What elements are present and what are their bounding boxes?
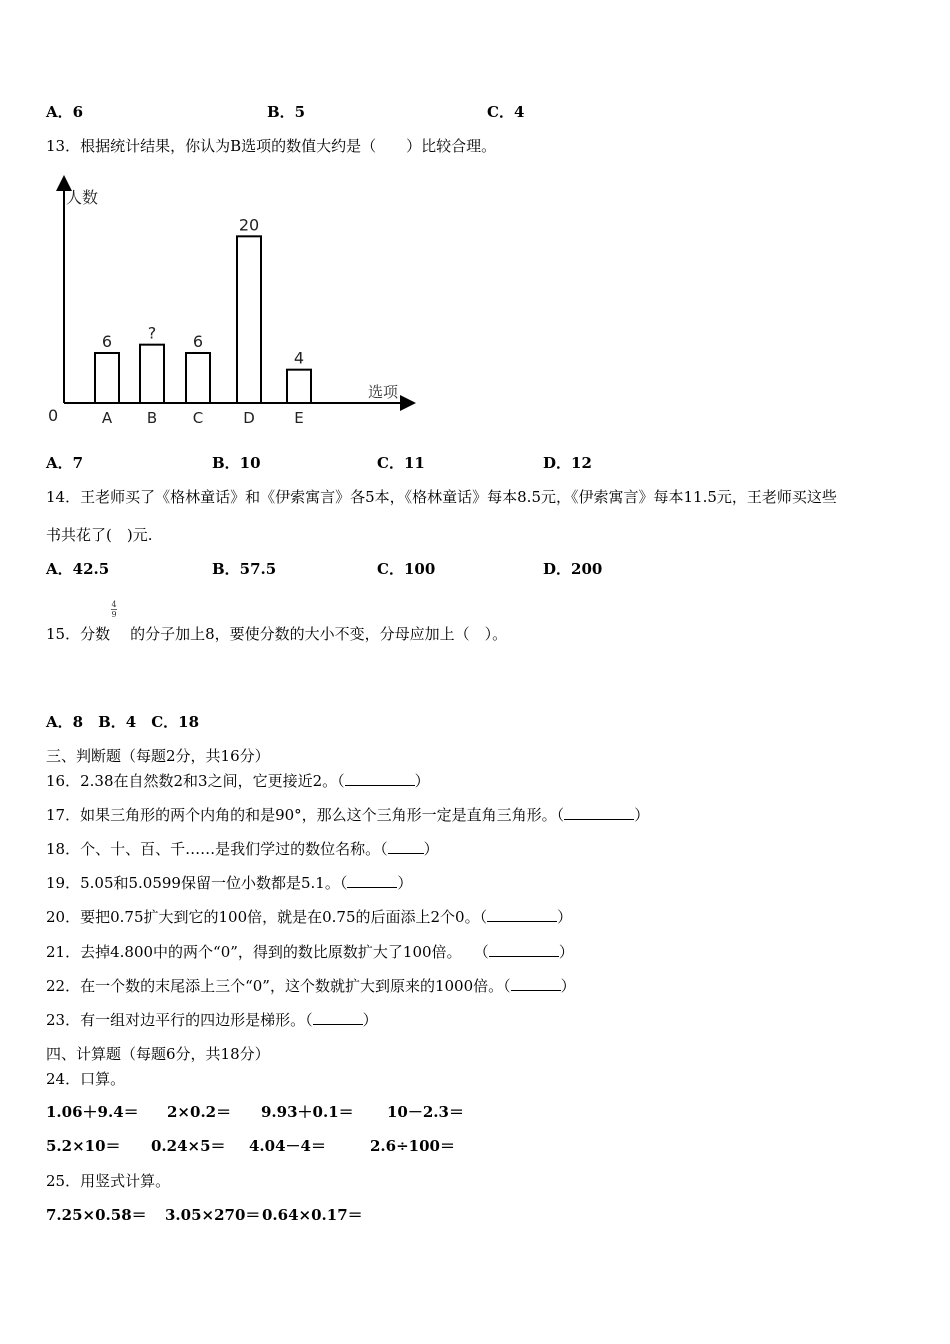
q21: 21．去掉4.800中的两个“0”，得到的数比原数扩大了100倍。 （ ） — [46, 943, 574, 961]
bar-a — [95, 353, 119, 403]
q13-stem: 13．根据统计结果，你认为B选项的数值大约是（ ）比较合理。 — [46, 137, 497, 155]
q13-option-c: C．11 — [377, 454, 425, 472]
calc-item: 10－2.3＝ — [387, 1103, 464, 1121]
category-label-a: A — [101, 409, 113, 427]
q20: 20．要把0.75扩大到它的100倍，就是在0.75的后面添上2个0。（ ） — [46, 908, 573, 926]
answer-blank[interactable] — [564, 805, 634, 820]
q14-option-b: B．57.5 — [212, 560, 277, 578]
q18: 18．个、十、百、千……是我们学过的数位名称。（ ） — [46, 840, 439, 858]
answer-blank[interactable] — [345, 771, 415, 786]
origin-label: 0 — [48, 406, 59, 425]
bar-chart — [40, 175, 420, 435]
calc-item: 9.93＋0.1＝ — [261, 1103, 354, 1121]
section4-title: 四、计算题（每题6分，共18分） — [46, 1045, 270, 1063]
q24-title: 24．口算。 — [46, 1070, 126, 1088]
category-label-e: E — [294, 409, 304, 427]
bar-d — [237, 236, 261, 403]
q13-option-d: D．12 — [543, 454, 592, 472]
q12-option-a: A．6 — [46, 103, 84, 121]
q14-stem-line1: 14．王老师买了《格林童话》和《伊索寓言》各5本，《格林童话》每本8.5元，《伊索寓言》每本11.5元，王老师买这些 — [46, 488, 837, 506]
bar-b — [140, 345, 164, 403]
category-label-b: B — [146, 409, 158, 427]
calc-item: 1.06＋9.4＝ — [46, 1103, 139, 1121]
calc-item: 5.2×10＝ — [46, 1137, 121, 1155]
bar-value-label-a: 6 — [101, 332, 113, 351]
x-axis-label: 选项 — [368, 383, 399, 401]
q14-option-c: C．100 — [377, 560, 436, 578]
bar-e — [287, 370, 311, 403]
q17: 17．如果三角形的两个内角的和是90°，那么这个三角形一定是直角三角形。（ ） — [46, 806, 650, 824]
q12-option-c: C．4 — [487, 103, 525, 121]
answer-blank[interactable] — [347, 873, 397, 888]
fraction-numerator: 4 — [111, 600, 117, 609]
y-axis-label: 人数 — [66, 188, 99, 207]
category-label-c: C — [192, 409, 204, 427]
q13-option-a: A．7 — [46, 454, 84, 472]
q14-option-a: A．42.5 — [46, 560, 110, 578]
calc-item: 2×0.2＝ — [167, 1103, 232, 1121]
q22: 22．在一个数的末尾添上三个“0”，这个数就扩大到原来的1000倍。（ ） — [46, 977, 576, 995]
vertical-calc-item: 7.25×0.58＝ — [46, 1206, 147, 1224]
bar-c — [186, 353, 210, 403]
calc-item: 2.6÷100＝ — [370, 1137, 455, 1155]
answer-blank[interactable] — [511, 976, 561, 991]
q13-option-b: B．10 — [212, 454, 261, 472]
q12-option-b: B．5 — [267, 103, 306, 121]
q14-option-d: D．200 — [543, 560, 603, 578]
q25-title: 25．用竖式计算。 — [46, 1172, 171, 1190]
section3-title: 三、判断题（每题2分，共16分） — [46, 747, 270, 765]
q16: 16．2.38在自然数2和3之间，它更接近2。（ ） — [46, 772, 430, 790]
q14-stem-line2: 书共花了( )元. — [46, 526, 153, 544]
q19: 19．5.05和5.0599保留一位小数都是5.1。（ ） — [46, 874, 413, 892]
bar-value-label-c: 6 — [192, 332, 204, 351]
answer-blank[interactable] — [388, 839, 424, 854]
answer-blank[interactable] — [487, 907, 557, 922]
bar-value-label-e: 4 — [293, 348, 305, 368]
vertical-calc-item: 3.05×270＝ — [165, 1206, 261, 1224]
q15-options: A．8 B．4 C．18 — [46, 713, 200, 731]
vertical-calc-item: 0.64×0.17＝ — [262, 1206, 363, 1224]
bar-value-label-d: 20 — [238, 215, 260, 235]
answer-blank[interactable] — [313, 1010, 363, 1025]
category-label-d: D — [243, 409, 255, 427]
q15-stem-after: 的分子加上8，要使分数的大小不变，分母应加上（ ）。 — [130, 625, 508, 643]
bar-value-label-b: ? — [147, 323, 157, 343]
q15-stem-before: 15．分数 — [46, 625, 111, 643]
calc-item: 0.24×5＝ — [151, 1137, 226, 1155]
fraction-denominator: 9 — [111, 610, 117, 619]
answer-blank[interactable] — [489, 942, 559, 957]
calc-item: 4.04－4＝ — [249, 1137, 326, 1155]
q15-fraction — [111, 600, 117, 619]
q23: 23．有一组对边平行的四边形是梯形。（ ） — [46, 1011, 378, 1029]
q15-stem — [46, 624, 507, 644]
